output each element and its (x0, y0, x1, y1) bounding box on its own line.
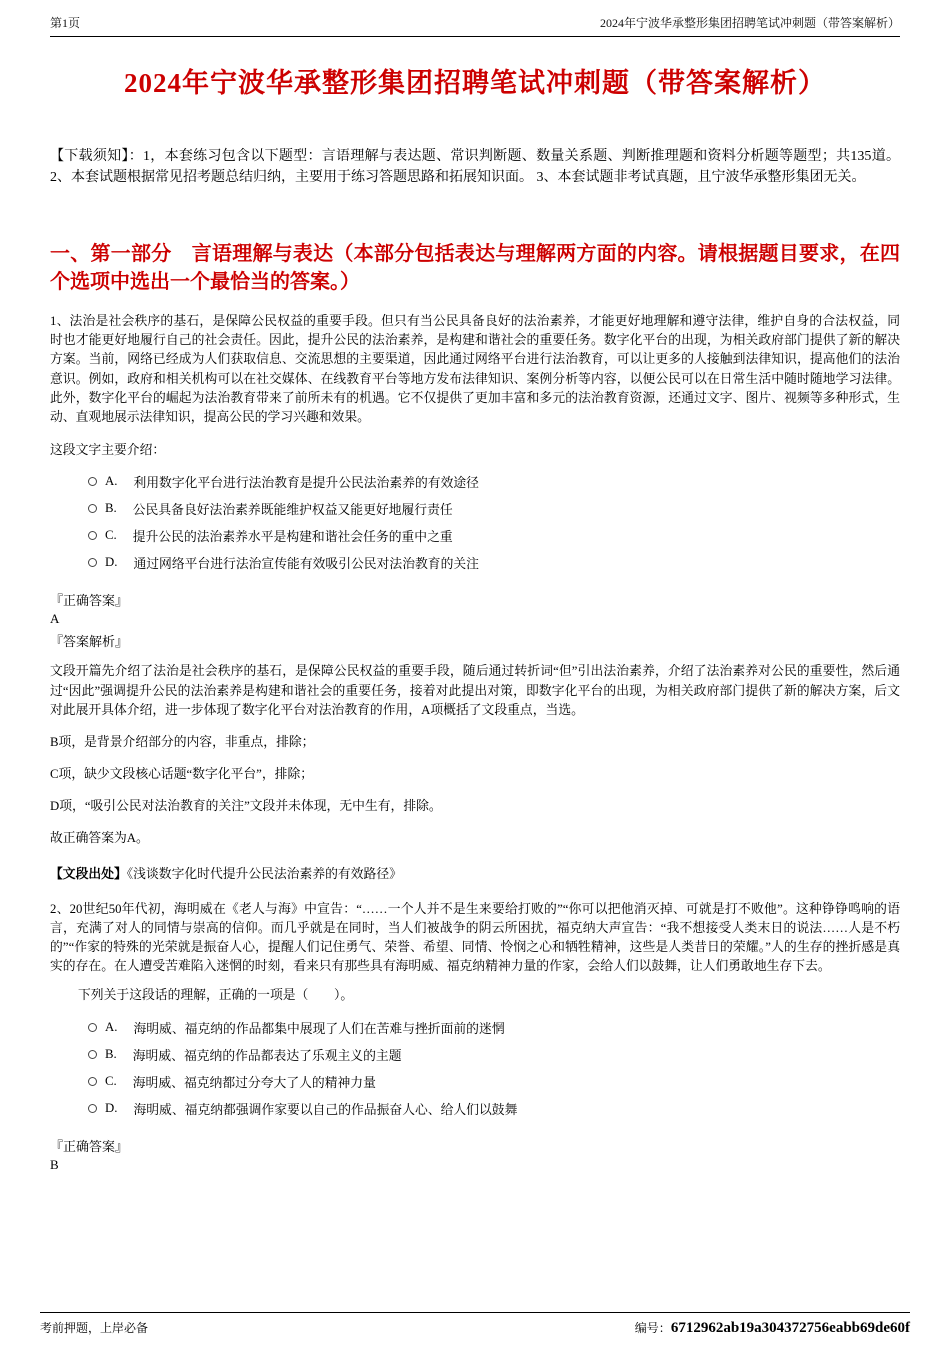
question-1-prompt: 这段文字主要介绍： (50, 443, 166, 458)
document-title: 2024年宁波华承整形集团招聘笔试冲刺题（带答案解析） (124, 68, 826, 98)
source-label: 【文段出处】 (50, 866, 127, 881)
option-label: C. (105, 528, 117, 543)
option-text: 海明威、福克纳的作品都集中展现了人们在苦难与挫折面前的迷惘 (133, 1021, 505, 1036)
source-text: 《浅谈数字化时代提升公民法治素养的有效路径》 (126, 866, 402, 881)
option-label: D. (105, 1100, 118, 1115)
question-1-stem: 1、法治是社会秩序的基石，是保障公民权益的重要手段。但只有当公民具备良好的法治素养，才能更好地理解和遵守法律，维护自身的合法权益，同时也才能更好地履行自己的社会责任。因此，提升公民的法治素养，是构建和谐社会的重要任务。数字化平台的出现，为相关政府部门提供了新的解决方案。当前，网络已经成为人们获取信息、交流思想的主要渠道，因此通过网络平台进行法治教育，可以让更多的人接触到法律知识，提高他们的法治意识。例如，政府和相关机构可以在社交媒体、在线教育平台等地方发布法律知识、案例分析等内容，以便公民可以在日常生活中随时随地学习法律。此外，数字化平台的崛起为法治教育带来了前所未有的机遇。它不仅提供了更加丰富和多元的法治教育资源，还通过文字、图片、视频等多种形式，生动、直观地展示法律知识，提高公民的学习兴趣和效果。 (50, 314, 900, 424)
radio-icon[interactable] (88, 477, 97, 486)
footer-number-value: 6712962ab19a304372756eabb69de60f (670, 1320, 910, 1336)
correct-answer-label: 『正确答案』 (50, 593, 129, 609)
option-row-a[interactable] (88, 468, 900, 495)
question-1-options (88, 468, 900, 576)
option-text: 公民具备良好法治素养既能维护权益又能更好地履行责任 (132, 503, 453, 518)
option-row-b[interactable] (88, 495, 900, 522)
analysis-paragraph: 文段开篇先介绍了法治是社会秩序的基石，是保障公民权益的重要手段，随后通过转折词“但”引出法治素养，介绍了法治素养对公民的重要性，然后通过“因此”强调提升公民的法治素养是构建和谐社会的重要任务，接着对此提出对策，即数字化平台的出现，为相关政府部门提供了新的解决方案，后文对此展开具体介绍，进一步体现了数字化平台对法治教育的作用，A项概括了文段重点，当选。 (50, 664, 900, 717)
radio-icon[interactable] (88, 1077, 97, 1086)
option-row-c[interactable] (88, 1068, 900, 1095)
page-footer (40, 1312, 910, 1337)
option-label: C. (105, 1073, 117, 1088)
option-row-d[interactable] (88, 549, 900, 576)
radio-icon[interactable] (88, 558, 97, 567)
option-text: 利用数字化平台进行法治教育是提升公民法治素养的有效途径 (133, 476, 479, 491)
radio-icon[interactable] (88, 1023, 97, 1032)
radio-icon[interactable] (88, 531, 97, 540)
answer-analysis-label: 『答案解析』 (50, 634, 129, 650)
option-row-a[interactable] (88, 1014, 900, 1041)
analysis-paragraph: B项，是背景介绍部分的内容，非重点，排除； (50, 734, 315, 749)
footer-slogan: 考前押题，上岸必备 (40, 1321, 149, 1335)
section-heading: 一、第一部分 言语理解与表达（本部分包括表达与理解两方面的内容。请根据题目要求，在四个选项中选出一个最恰当的答案。） (50, 243, 900, 293)
correct-answer-label: 『正确答案』 (50, 1138, 129, 1154)
page-number: 第1页 (50, 16, 81, 30)
radio-icon[interactable] (88, 1050, 97, 1059)
option-text: 海明威、福克纳都强调作家要以自己的作品振奋人心、给人们以鼓舞 (133, 1102, 518, 1117)
option-text: 提升公民的法治素养水平是构建和谐社会任务的重中之重 (132, 530, 453, 545)
option-row-c[interactable] (88, 522, 900, 549)
source-line (50, 863, 900, 882)
option-row-b[interactable] (88, 1041, 900, 1068)
correct-answer-value: B (50, 1156, 59, 1172)
option-label: A. (105, 474, 118, 489)
question-2-prompt: 下列关于这段话的理解，正确的一项是（ ）。 (78, 988, 354, 1003)
running-title: 2024年宁波华承整形集团招聘笔试冲刺题（带答案解析） (599, 16, 900, 30)
option-label: B. (105, 1046, 117, 1061)
option-text: 海明威、福克纳都过分夸大了人的精神力量 (132, 1075, 376, 1090)
option-text: 海明威、福克纳的作品都表达了乐观主义的主题 (132, 1048, 402, 1063)
analysis-paragraph: C项，缺少文段核心话题“数字化平台”，排除； (50, 767, 314, 782)
question-2-options (88, 1014, 900, 1122)
option-label: D. (105, 555, 118, 570)
correct-answer-value: A (50, 611, 60, 627)
question-2-stem: 2、20世纪50年代初，海明威在《老人与海》中宣告：“……一个人并不是生来要给打败的”“你可以把他消灭掉、可就是打不败他”。这种铮铮鸣响的语言，充满了对人的同情与崇高的信仰。而几乎就是在同时，当人们被战争的阴云所困扰，福克纳大声宣告：“我不想接受人类末日的说法……人是不朽的”“作家的特殊的光荣就是振奋人心，提醒人们记住勇气、荣誉、希望、同情、怜悯之心和牺牲精神，这些是人类昔日的荣耀。”人的生存的挫折感是真实的存在。在人遭受苦难陷入迷惘的时刻，看来只有那些具有海明威、福克纳精神力量的作家，会给人们以鼓舞，让人们勇敢地生存下去。 (50, 901, 900, 974)
page-header (50, 0, 900, 37)
radio-icon[interactable] (88, 1104, 97, 1113)
footer-number-label: 编号： (634, 1321, 671, 1335)
download-notice: 【下载须知】：1，本套练习包含以下题型：言语理解与表达题、常识判断题、数量关系题、判断推理题和资料分析题等题型；共135道。2、本套试题根据常见招考题总结归纳，主要用于练习答题思路和拓展知识面。 3、本套试题非考试真题，且宁波华承整形集团无关。 (50, 149, 900, 185)
option-label: B. (105, 501, 117, 516)
analysis-paragraph: 故正确答案为A。 (50, 831, 149, 846)
option-text: 通过网络平台进行法治宣传能有效吸引公民对法治教育的关注 (133, 557, 479, 572)
option-row-d[interactable] (88, 1095, 900, 1122)
option-label: A. (105, 1019, 118, 1034)
footer-number (635, 1319, 910, 1337)
analysis-paragraph: D项，“吸引公民对法治教育的关注”文段并未体现，无中生有，排除。 (50, 799, 442, 814)
radio-icon[interactable] (88, 504, 97, 513)
